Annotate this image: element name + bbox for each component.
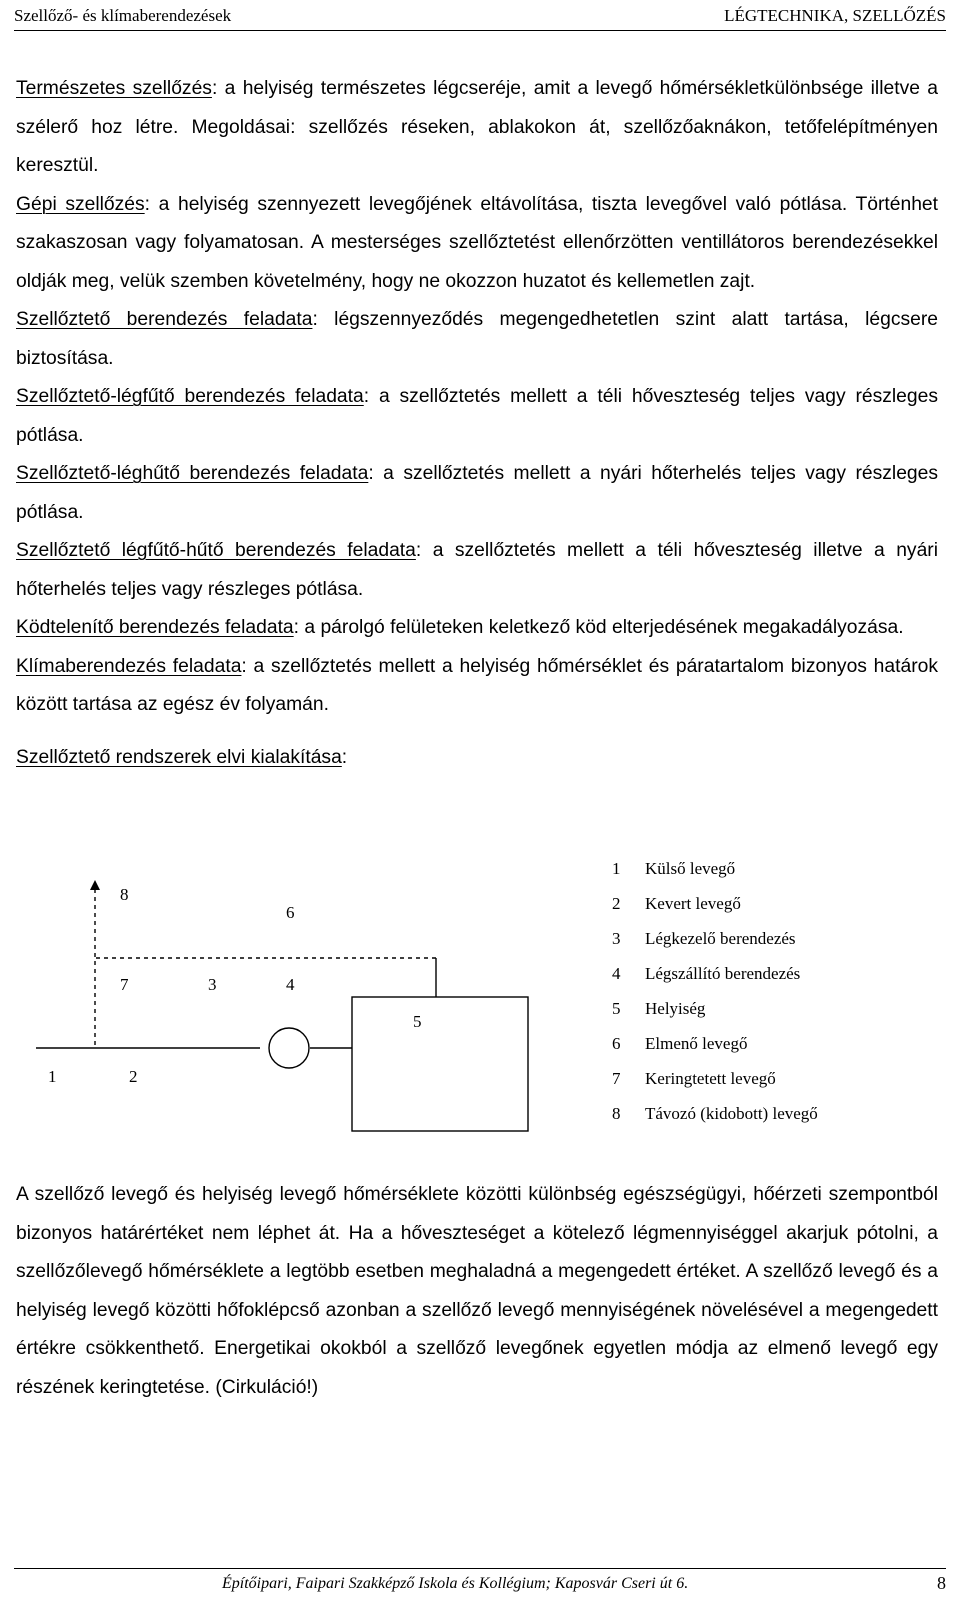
diagram-label-6: 6 bbox=[286, 903, 295, 922]
legend-item: 3 Légkezelő berendezés bbox=[612, 929, 796, 948]
diagram-label-4: 4 bbox=[286, 975, 295, 994]
definition-paragraph bbox=[16, 532, 938, 609]
legend-item: 7 Keringtetett levegő bbox=[612, 1069, 776, 1088]
closing-paragraph: A szellőző levegő és helyiség levegő hőmérséklete közötti különbség egészségügyi, hőérzeti szempontból bizonyos határértéket nem léphet át. Ha a hőveszteséget a kötelező légmennyiséggel akarjuk pótolni, a szellőzőlevegő hőmérséklete a legtöbb esetben meghaladná a megengedett értéket. A szellőző levegő és a helyiség levegő közötti hőfoklépcső azonban a szellőző levegő mennyiségének növelésével a megengedett értékre csökkenthető. Energetikai okokból a szellőző levegőnek egyetlen módja az elmenő levegő egy részének keringtetése. (Cirkuláció!) bbox=[16, 1184, 938, 1398]
diagram-label-2: 2 bbox=[129, 1067, 138, 1086]
legend-item: 1 Külső levegő bbox=[612, 859, 736, 878]
fan-circle bbox=[269, 1028, 309, 1068]
definitions-section bbox=[16, 70, 938, 777]
definition-paragraph bbox=[16, 70, 938, 186]
definition-text: : a szellőztetés mellett a nyári hőterhelés teljes vagy részleges pótlása. bbox=[16, 463, 938, 523]
legend-item: 8 Távozó (kidobott) levegő bbox=[612, 1104, 818, 1123]
footer-school-text: Építőipari, Faipari Szakképző Iskola és Kollégium; Kaposvár Cseri út 6. bbox=[222, 1575, 689, 1592]
legend-item: 5 Helyiség bbox=[612, 999, 706, 1018]
definition-term: Ködtelenítő berendezés feladata bbox=[16, 617, 294, 638]
definition-term: Klímaberendezés feladata bbox=[16, 655, 242, 677]
diagram-label-8: 8 bbox=[120, 885, 129, 904]
page-header bbox=[14, 2, 946, 31]
definition-text: : a szellőztetés mellett a téli hőveszteség teljes vagy részleges pótlása. bbox=[16, 386, 938, 446]
definition-term: Szellőztető berendezés feladata bbox=[16, 309, 313, 330]
definition-term: Természetes szellőzés bbox=[16, 78, 212, 99]
definition-paragraph bbox=[16, 301, 938, 378]
legend-item: 2 Kevert levegő bbox=[612, 894, 741, 913]
diagram-title: Szellőztető rendszerek elvi kialakítása: bbox=[16, 746, 348, 768]
definition-paragraph bbox=[16, 455, 938, 532]
definition-text: : a szellőztetés mellett a téli hőveszteség illetve a nyári hőterhelés teljes vagy részleges pótlása. bbox=[16, 540, 938, 600]
diagram-label-3: 3 bbox=[208, 975, 217, 994]
ventilation-schematic bbox=[0, 855, 960, 1145]
definition-term: Gépi szellőzés bbox=[16, 193, 145, 215]
header-left-title: Szellőző- és klímaberendezések bbox=[14, 6, 232, 25]
ventilation-diagram bbox=[0, 855, 960, 1145]
definition-paragraph bbox=[16, 186, 938, 302]
legend-item: 6 Elmenő levegő bbox=[612, 1034, 748, 1053]
page-footer bbox=[14, 1568, 946, 1599]
definition-text: : a helyiség szennyezett levegőjének eltávolítása, tiszta levegővel való pótlása. Történhet szakaszosan vagy folyamatosan. A mesterséges szellőztetést ellenőrzötten ventillátoros berendezésekkel oldják meg, velük szemben követelmény, hogy ne okozzon huzatot és kellemetlen zajt. bbox=[16, 193, 938, 292]
diagram-label-1: 1 bbox=[48, 1067, 57, 1086]
definition-text: : légszennyeződés megengedhetetlen szint alatt tartása, légcsere biztosítása. bbox=[16, 309, 938, 369]
room-box bbox=[352, 997, 528, 1131]
definition-text: : a szellőztetés mellett a helyiség hőmérséklet és páratartalom bizonyos határok között tartása az egész év folyamán. bbox=[16, 655, 938, 715]
definition-text: : a helyiség természetes légcseréje, amit a levegő hőmérsékletkülönbsége illetve a szélerő hoz létre. Megoldásai: szellőzés réseken, ablakokon át, szellőzőaknákon, tetőfelépítményen keresztül. bbox=[16, 78, 939, 176]
page-number: 8 bbox=[937, 1573, 946, 1593]
diagram-label-7: 7 bbox=[120, 975, 129, 994]
definition-term: Szellőztető légfűtő-hűtő berendezés feladata bbox=[16, 540, 416, 561]
diagram-label-5: 5 bbox=[413, 1012, 422, 1031]
header-right-title: LÉGTECHNIKA, SZELLŐZÉS bbox=[724, 6, 946, 25]
definition-paragraph bbox=[16, 648, 938, 725]
definition-term: Szellőztető-légfűtő berendezés feladata bbox=[16, 386, 364, 407]
definition-paragraph bbox=[16, 378, 938, 455]
definition-term: Szellőztető-léghűtő berendezés feladata bbox=[16, 463, 369, 484]
definition-text: : a párolgó felületeken keletkező köd elterjedésének megakadályozása. bbox=[293, 617, 904, 638]
definition-paragraph bbox=[16, 609, 938, 648]
legend-item: 4 Légszállító berendezés bbox=[612, 964, 801, 983]
